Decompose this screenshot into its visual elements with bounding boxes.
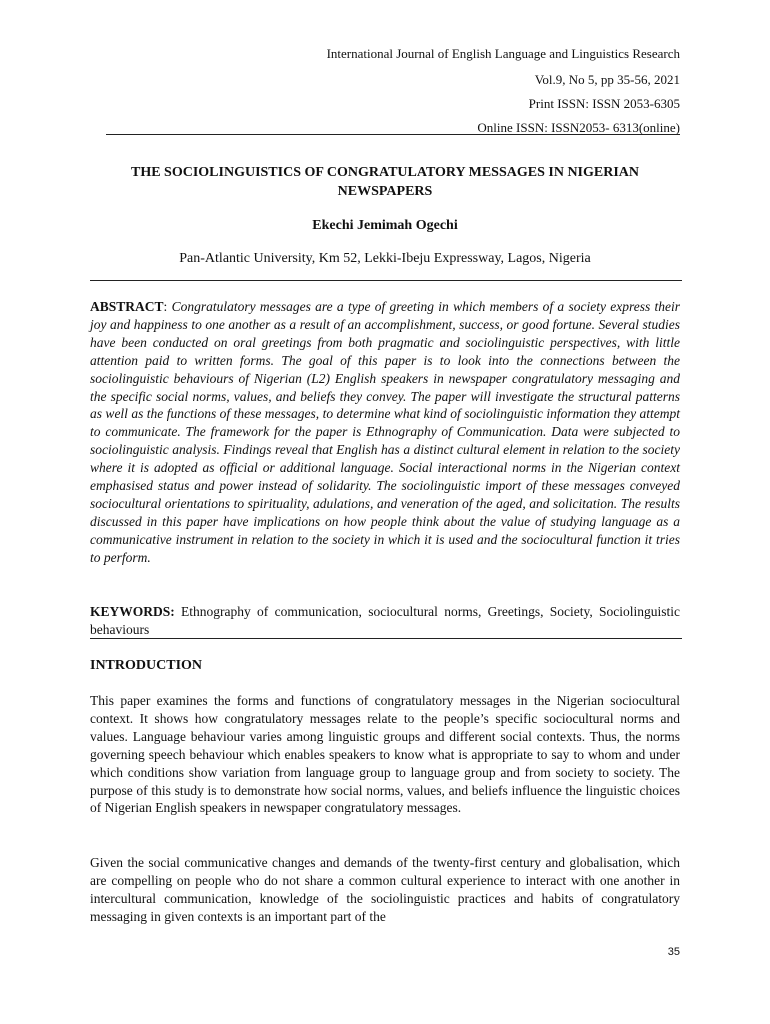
author-name: Ekechi Jemimah Ogechi <box>312 218 458 233</box>
print-issn: Print ISSN: ISSN 2053-6305 <box>528 96 680 111</box>
header-divider <box>106 134 680 135</box>
page-number: 35 <box>667 946 680 958</box>
abstract-block <box>90 298 680 567</box>
affiliation-divider <box>90 280 682 281</box>
introduction-paragraph-1: This paper examines the forms and functions of congratulatory messages in the Nigerian sociocultural context. It shows how congratulatory messages relate to the people’s specific sociocultural norms and values. Language behaviour varies among linguistic groups and different social contexts. Thus, the norms governing speech behaviour which enables speakers to know what is appropriate to say to whom and under which conditions show variation from language group to language group and from society to society. The purpose of this study is to demonstrate how social norms, values, and beliefs influence the linguistic choices of Nigerian English speakers in newspaper congratulatory messages. <box>90 693 680 816</box>
keywords-block <box>90 603 680 639</box>
journal-name: International Journal of English Language and Linguistics Research <box>326 46 680 61</box>
abstract-text: Congratulatory messages are a type of greeting in which members of a society express their joy and happiness to one another as a result of an accomplishment, success, or good fortune. Several studies have been conducted on oral greetings from both pragmatic and sociolinguistic perspectives, with little attention paid to written forms. The goal of this paper is to look into the connections between the sociolinguistic behaviours of Nigerian (L2) English speakers in newspaper congratulatory messaging and the specific social norms, values, and beliefs they convey. The paper will investigate the structural patterns as well as the functions of these messages, to determine what kind of sociolinguistic information they attempt to communicate. The framework for the paper is Ethnography of Communication. Data were subjected to sociolinguistic analysis. Findings reveal that English has a distinct cultural element in relation to the society where it is adopted as official or additional language. Social interactional norms in the Nigerian context emphasised status and power instead of solidarity. The sociolinguistic import of these messages conveyed sociocultural orientations to spirituality, adulations, and veneration of the aged, and solicitation. The results discussed in this paper have implications on how people think about the value of studying language as a communicative instrument in relation to the society in which it is used and the sociocultural function it tries to perform. <box>90 299 680 565</box>
keywords-label: KEYWORDS: <box>90 604 175 619</box>
online-issn: Online ISSN: ISSN2053- 6313(online) <box>477 120 680 135</box>
author-affiliation: Pan-Atlantic University, Km 52, Lekki-Ibeju Expressway, Lagos, Nigeria <box>179 251 591 266</box>
keywords-text: Ethnography of communication, sociocultural norms, Greetings, Society, Sociolinguistic behaviours <box>90 604 680 637</box>
journal-volume: Vol.9, No 5, pp 35-56, 2021 <box>534 72 680 87</box>
introduction-heading: INTRODUCTION <box>90 658 203 673</box>
introduction-paragraph-2: Given the social communicative changes and demands of the twenty-first century and globalisation, which are compelling on people who do not share a common cultural experience to interact with one another in intercultural communication, knowledge of the sociolinguistic practices and habits of congratulatory messaging in given contexts is an important part of the <box>90 855 680 924</box>
abstract-separator: : <box>163 299 172 314</box>
paper-title: THE SOCIOLINGUISTICS OF CONGRATULATORY MESSAGES IN NIGERIAN NEWSPAPERS <box>130 165 640 199</box>
abstract-label: ABSTRACT <box>90 299 164 314</box>
keywords-divider <box>90 638 682 639</box>
